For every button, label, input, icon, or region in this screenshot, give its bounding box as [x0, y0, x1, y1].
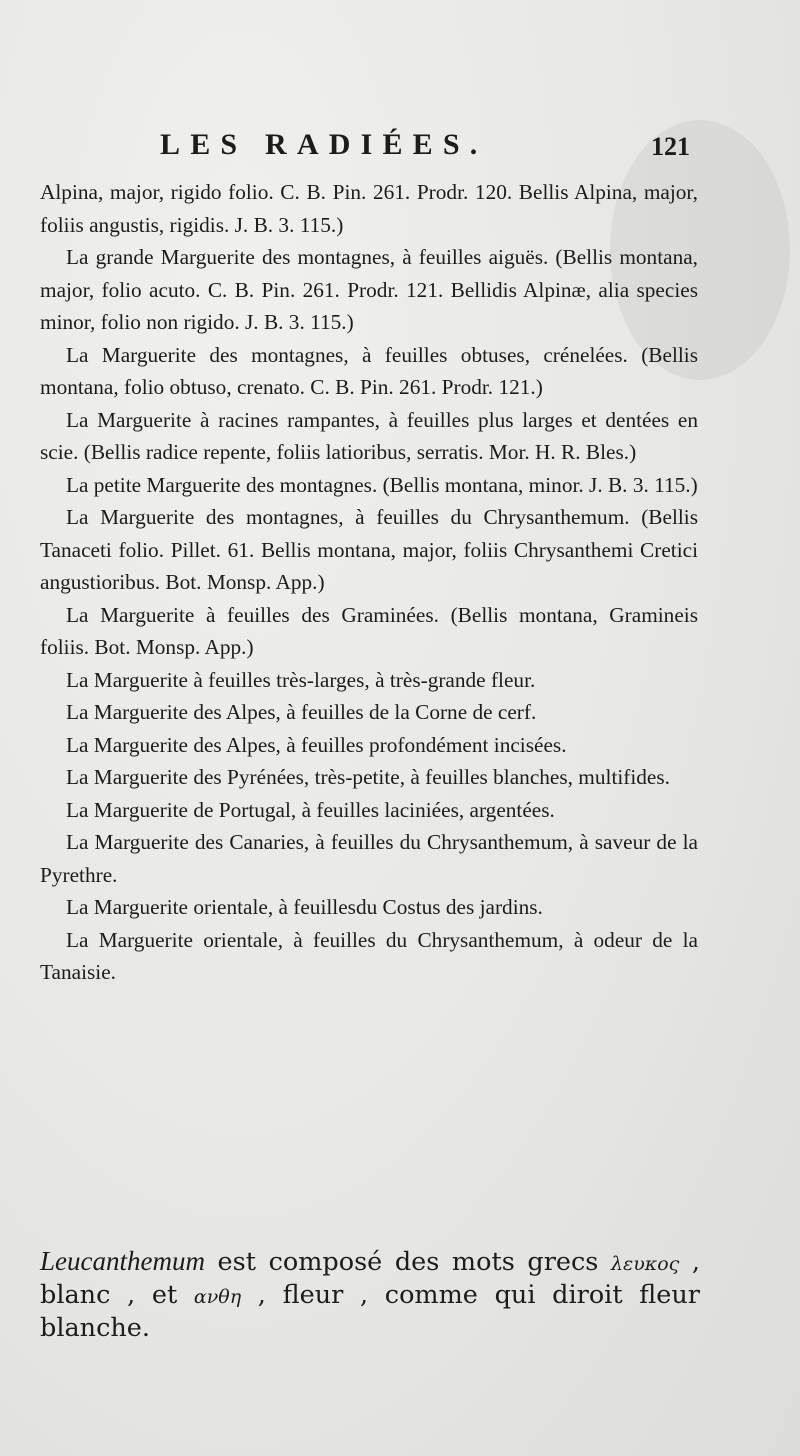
species-entry: La Marguerite des Alpes, à feuilles de la Corne de cerf.	[66, 700, 537, 724]
etymology-term: Leucanthemum	[40, 1246, 205, 1276]
greek-word-anthe: ανθη	[193, 1286, 242, 1308]
species-entry: La Marguerite des montagnes, à feuilles du Chrysanthemum. (Bellis Tanaceti folio. Pillet. 61. Bellis montana, major, foliis Chrysanthemi Cretici angustioribus. Bot. Monsp. App.)	[40, 505, 698, 594]
species-entry: La petite Marguerite des montagnes. (Bellis montana, minor. J. B. 3. 115.)	[66, 472, 698, 497]
etymology-text-1: est composé des mots grecs	[204, 1247, 611, 1277]
species-entry: La Marguerite des Canaries, à feuilles du Chrysanthemum, à saveur de la Pyrethre.	[40, 830, 698, 887]
species-entry: La Marguerite des montagnes, à feuilles obtuses, crénelées. (Bellis montana, folio obtuso, crenato. C. B. Pin. 261. Prodr. 121.)	[40, 342, 698, 399]
species-entry: La Marguerite de Portugal, à feuilles laciniées, argentées.	[66, 797, 555, 822]
etymology-text-3: , fleur , comme qui diroit fleur blanche.	[40, 1280, 700, 1343]
etymology-text-2: , blanc , et	[40, 1247, 700, 1310]
species-entry: La Marguerite des Pyrénées, très-petite, à feuilles blanches, multifides.	[66, 765, 670, 789]
page-number: 121	[651, 132, 690, 161]
page-header	[160, 128, 690, 168]
species-list	[40, 176, 698, 989]
species-entry: Alpina, major, rigido folio. C. B. Pin. 261. Prodr. 120. Bellis Alpina, major, foliis angustis, rigidis. J. B. 3. 115.)	[40, 180, 698, 237]
species-entry: La Marguerite à racines rampantes, à feuilles plus larges et dentées en scie. (Bellis radice repente, foliis latioribus, serratis. Mor. H. R. Bles.)	[40, 407, 698, 464]
species-entry: La Marguerite des Alpes, à feuilles profondément incisées.	[66, 732, 567, 757]
species-entry: La grande Marguerite des montagnes, à feuilles aiguës. (Bellis montana, major, folio acuto. C. B. Pin. 261. Prodr. 121. Bellidis Alpinæ, alia species minor, folio non rigido. J. B. 3. 115.)	[40, 245, 698, 334]
species-entry: La Marguerite à feuilles très-larges, à très-grande fleur.	[66, 667, 536, 692]
species-entry: La Marguerite orientale, à feuilles du Chrysanthemum, à odeur de la Tanaisie.	[40, 927, 698, 984]
running-title: LES RADIÉES.	[160, 128, 488, 161]
species-entry: La Marguerite à feuilles des Graminées. (Bellis montana, Gramineis foliis. Bot. Monsp. App.)	[40, 602, 698, 659]
greek-word-leukos: λευκος	[610, 1253, 680, 1275]
etymology-note	[40, 1246, 700, 1344]
species-entry: La Marguerite orientale, à feuillesdu Costus des jardins.	[66, 895, 543, 919]
